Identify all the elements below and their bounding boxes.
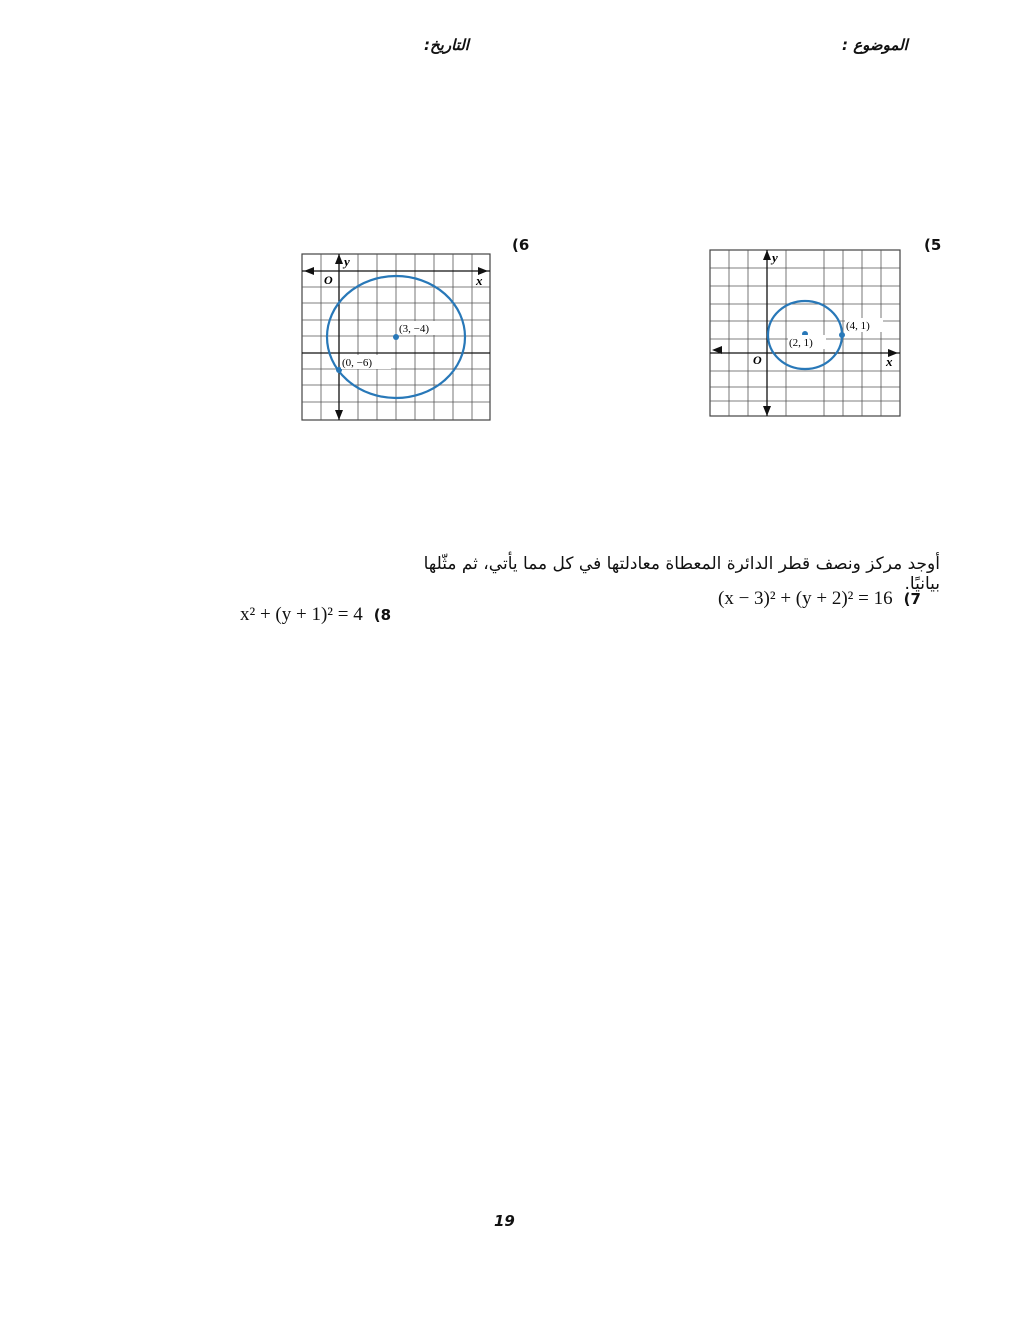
center-point-label: (3, −4): [399, 323, 430, 335]
problem-6-number: (6: [512, 236, 530, 254]
problem-5-number: (5: [924, 236, 942, 254]
instruction-text: أوجد مركز ونصف قطر الدائرة المعطاة معادلتها في كل مما يأتي، ثم مثّلها بيانيًا.: [423, 554, 940, 594]
graph-6: [300, 253, 492, 422]
problem-8-number: (8: [373, 606, 392, 624]
date-label: التاريخ:: [424, 36, 469, 54]
axis-x-label: x: [886, 354, 893, 369]
problem-8-equation: x² + (y + 1)² = 4: [240, 604, 363, 625]
page-number: 19: [494, 1212, 515, 1230]
origin-label: O: [753, 353, 762, 367]
problem-8: [240, 604, 440, 626]
axis-y-label: y: [344, 254, 350, 269]
axis-y-label: y: [772, 250, 778, 265]
circle-point: [839, 332, 845, 338]
origin-label: O: [324, 273, 333, 287]
axis-x-label: x: [476, 273, 483, 288]
problem-7: [718, 588, 948, 610]
subject-label: الموضوع :: [842, 36, 908, 54]
problem-7-equation: (x − 3)² + (y + 2)² = 16: [718, 588, 893, 609]
graph-5: [708, 249, 902, 418]
problem-7-number: (7: [903, 590, 921, 608]
circle-point-label: (0, −6): [342, 357, 373, 369]
circle-point-label: (4, 1): [846, 320, 870, 332]
center-point-label: (2, 1): [789, 337, 813, 349]
